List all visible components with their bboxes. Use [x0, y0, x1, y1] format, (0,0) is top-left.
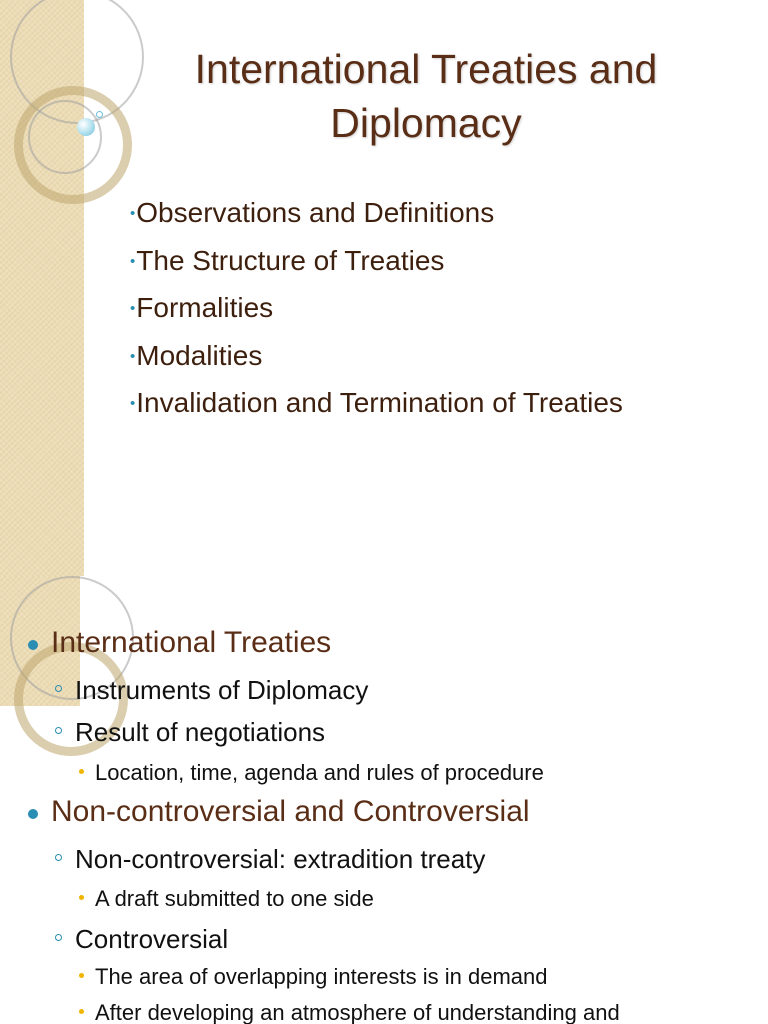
topic-text: The Structure of Treaties — [136, 244, 445, 276]
topic-item — [130, 287, 623, 335]
outline-item-level-3 — [95, 964, 547, 990]
outline-item-level-2 — [75, 844, 485, 875]
topic-item — [130, 192, 623, 240]
outline-text: International Treaties — [51, 626, 332, 659]
topic-item — [130, 382, 623, 430]
bullet-icon — [28, 809, 38, 819]
outline-text: Non-controversial: extradition treaty — [75, 844, 486, 874]
outline-item-level-2 — [75, 717, 325, 748]
gold-bullet-icon — [79, 1009, 84, 1014]
outline-item-level-2 — [75, 675, 368, 706]
hollow-bullet-icon — [55, 727, 62, 734]
gold-bullet-icon — [79, 769, 84, 774]
outline-text: The area of overlapping interests is in demand — [95, 964, 548, 989]
title-line-1: International Treaties and — [194, 46, 658, 92]
bullet-icon: • — [130, 252, 136, 270]
outline-item-level-1 — [51, 795, 530, 829]
topic-item — [130, 335, 623, 383]
outline-text: Instruments of Diplomacy — [75, 675, 369, 705]
topic-list — [130, 192, 623, 430]
outline-text: Non-controversial and Controversial — [51, 795, 530, 828]
slide-2 — [0, 576, 768, 1024]
hollow-bullet-icon — [55, 934, 62, 941]
hollow-bullet-icon — [55, 685, 62, 692]
outline-item-level-3 — [95, 886, 374, 912]
outline-text: After developing an atmosphere of understanding and — [95, 1000, 620, 1024]
topic-text: Invalidation and Termination of Treaties — [136, 387, 623, 418]
hollow-bullet-icon — [55, 854, 62, 861]
topic-item — [130, 240, 623, 288]
outline-text: A draft submitted to one side — [95, 886, 374, 911]
outline-text: Location, time, agenda and rules of procedure — [95, 760, 544, 785]
gold-bullet-icon — [79, 895, 84, 900]
bullet-icon: • — [130, 205, 136, 222]
outline-item-level-3 — [95, 760, 544, 786]
outline-item-level-2 — [75, 924, 228, 955]
topic-text: Observations and Definitions — [136, 197, 495, 228]
outline-text: Controversial — [75, 924, 229, 954]
bullet-icon: • — [130, 347, 136, 365]
outline-item-level-3 — [95, 1000, 620, 1024]
outline-item-level-1 — [51, 626, 331, 660]
title-line-2: Diplomacy — [330, 100, 522, 146]
bullet-icon: • — [130, 395, 136, 412]
slide-title — [84, 42, 768, 150]
gold-bullet-icon — [79, 973, 84, 978]
topic-text: Modalities — [136, 339, 263, 371]
outline-text: Result of negotiations — [75, 717, 326, 747]
bullet-icon: • — [130, 300, 136, 317]
bullet-icon — [28, 640, 38, 650]
topic-text: Formalities — [136, 292, 274, 323]
